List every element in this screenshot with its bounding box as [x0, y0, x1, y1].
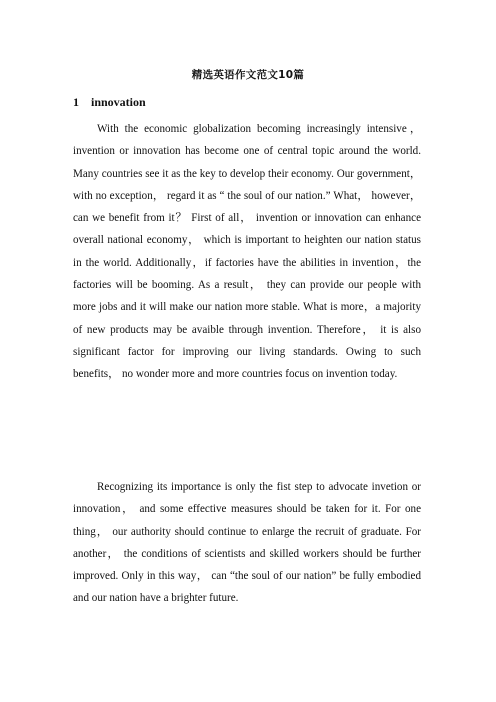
page-title: 精选英语作文范文10篇	[191, 69, 305, 81]
body-paragraph: With the economic globalization becoming increasingly intensive，invention or innovation has become one of central topic around the world. Many countries see it as the key to develop their economy. Our government， with no exception， regard it as “ the soul of our nation.” What， however， can we benefit from it？ First of all， invention or innovation can enhance overall national economy， which is important to heighten our nation status in the world. Additionally，if factories have the abilities in invention，the factories will be booming. As a result， they can provide our people with more jobs and it will make our nation more stable. What is more，a majority of new products may be avaible through invention. Therefore， it is also significant factor for improving our living standards. Owing to such benefits， no wonder more and more countries focus on invention today.	[73, 123, 421, 381]
body-paragraph: Recognizing its importance is only the fist step to advocate invetion or innovation， and some effective measures should be taken for it. For one thing， our authority should continue to enlarge the recruit of graduate. For another， the conditions of scientists and skilled workers should be further improved. Only in this way， can “the soul of our nation” be fully embodied and our nation have a brighter future.	[73, 481, 421, 605]
section-number: 1	[73, 95, 79, 109]
section-heading	[73, 95, 146, 109]
section-title: innovation	[91, 95, 146, 109]
